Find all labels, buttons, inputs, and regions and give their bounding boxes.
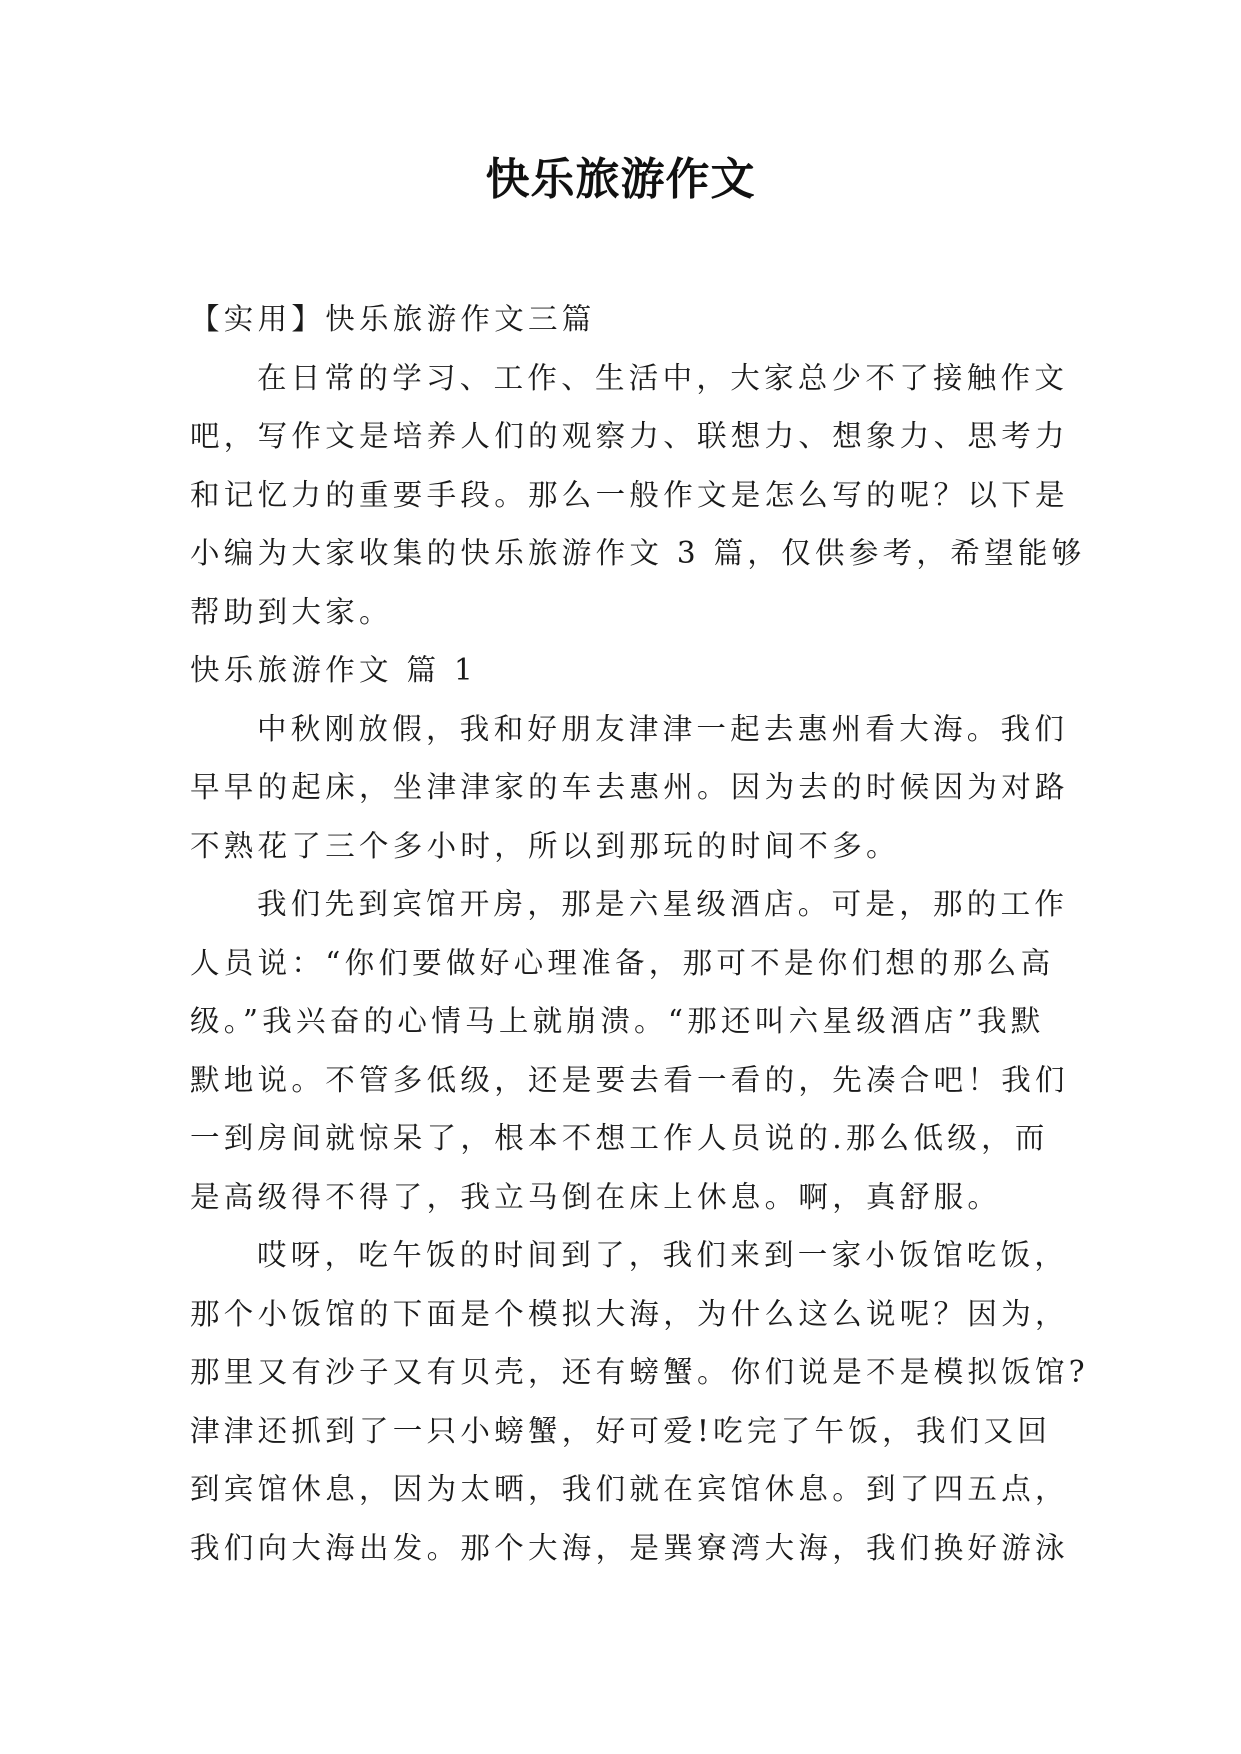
text-line: 不熟花了三个多小时，所以到那玩的时间不多。 (190, 828, 900, 863)
text-line: 快乐旅游作文 篇 1 (190, 653, 478, 687)
text-line: 默地说。不管多低级，还是要去看一看的，先凑合吧！我们 (190, 1062, 1069, 1097)
text-line: 一到房间就惊呆了，根本不想工作人员说的.那么低级，而 (190, 1121, 1049, 1155)
text-line: 和记忆力的重要手段。那么一般作文是怎么写的呢？以下是 (190, 477, 1069, 512)
text-line: 津津还抓到了一只小螃蟹，好可爱!吃完了午饭，我们又回 (190, 1413, 1052, 1448)
document-title: 快乐旅游作文 (485, 154, 756, 205)
text-line: 那里又有沙子又有贝壳，还有螃蟹。你们说是不是模拟饭馆? (190, 1355, 1089, 1389)
text-line: 帮助到大家。 (190, 594, 393, 629)
text-line: 是高级得不得了，我立马倒在床上休息。啊，真舒服。 (190, 1179, 1002, 1214)
text-line: 级。”我兴奋的心情马上就崩溃。“那还叫六星级酒店”我默 (190, 1004, 1045, 1038)
text-line: 我们向大海出发。那个大海，是巽寮湾大海，我们换好游泳 (190, 1530, 1069, 1565)
text-line: 人员说：“你们要做好心理准备，那可不是你们想的那么高 (190, 945, 1055, 980)
text-line: 在日常的学习、工作、生活中，大家总少不了接触作文 (257, 360, 1069, 395)
text-line: 哎呀，吃午饭的时间到了，我们来到一家小饭馆吃饭， (257, 1238, 1069, 1272)
text-line: 吧，写作文是培养人们的观察力、联想力、想象力、思考力 (190, 419, 1069, 453)
text-line: 那个小饭馆的下面是个模拟大海，为什么这么说呢？因为， (190, 1296, 1069, 1331)
text-line: 小编为大家收集的快乐旅游作文 3 篇，仅供参考，希望能够 (190, 536, 1086, 570)
document-body (190, 290, 1089, 1577)
text-line: 我们先到宾馆开房，那是六星级酒店。可是，那的工作 (257, 887, 1069, 921)
text-line: 【实用】快乐旅游作文三篇 (190, 302, 596, 336)
text-line: 到宾馆休息，因为太晒，我们就在宾馆休息。到了四五点， (190, 1472, 1069, 1506)
text-line: 中秋刚放假，我和好朋友津津一起去惠州看大海。我们 (257, 711, 1069, 746)
text-line: 早早的起床，坐津津家的车去惠州。因为去的时候因为对路 (190, 770, 1069, 804)
